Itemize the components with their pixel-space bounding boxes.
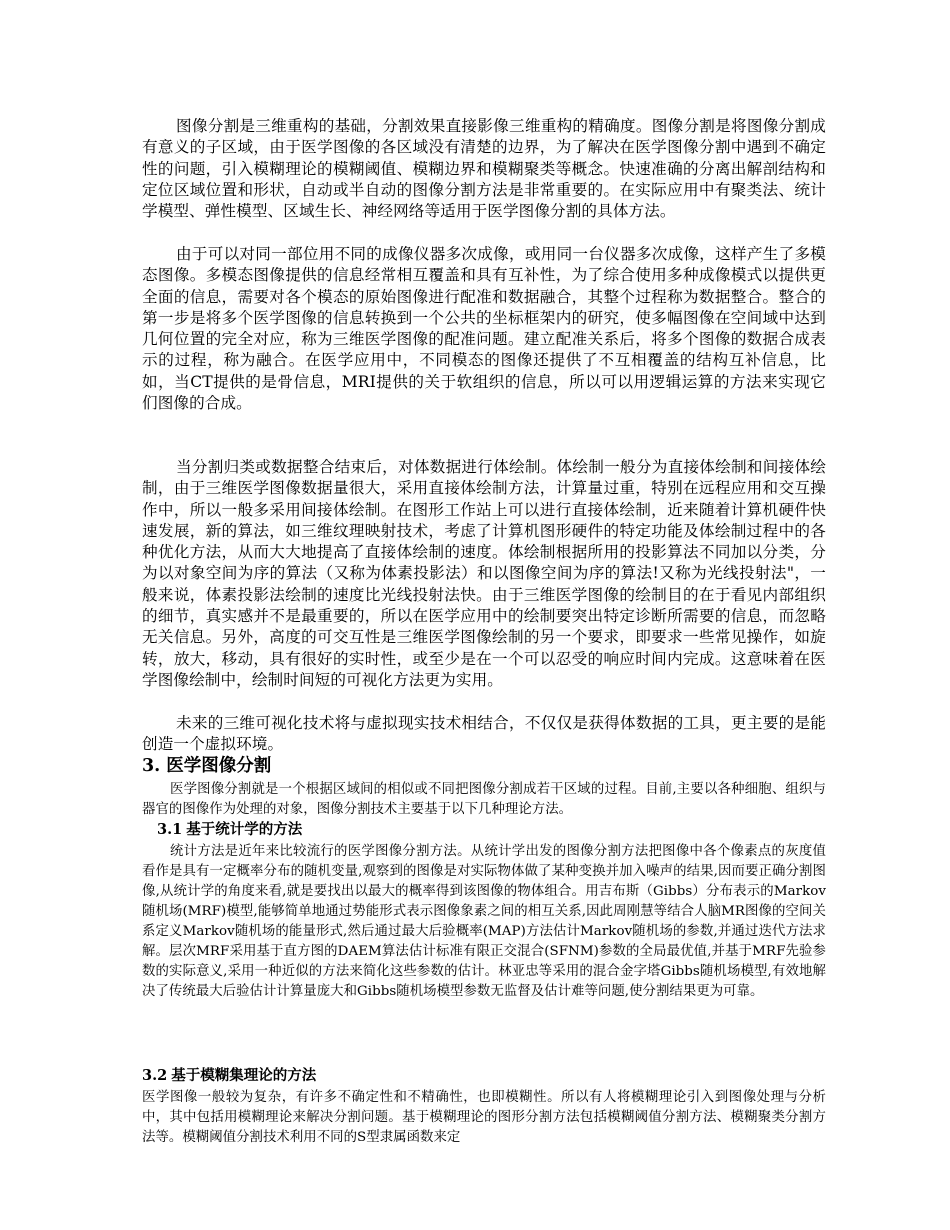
section-3-intro: 医学图像分割就是一个根据区域间的相似或不同把图像分割成若干区域的过程。目前,主要以各种细胞、组织与器官的图像作为处理的对象，图像分割技术主要基于以下几种理论方法。 — [142, 782, 826, 817]
section-3-1-body: 统计方法是近年来比较流行的医学图像分割方法。从统计学出发的图像分割方法把图像中各个像素点的灰度值看作是具有一定概率分布的随机变量,观察到的图像是对实际物体做了某种变换并加入噪声的结果,因而要正确分割图像,从统计学的角度来看,就是要找出以最大的概率得到该图像的物体组合。用吉布斯（Gibbs）分布表示的Markov随机场(MRF)模型,能够简单地通过势能形式表示图像象素之间的相互关系,因此周刚慧等结合人脑MR图像的空间关系定义Markov随机场的能量形式,然后通过最大后验概率(MAP)方法估计Markov随机场的参数,并通过迭代方法求解。层次MRF采用基于直方图的DAEM算法估计标准有限正交混合(SFNM)参数的全局最优值,并基于MRF先验参数的实际意义,采用一种近似的方法来简化这些参数的估计。林亚忠等采用的混合金字塔Gibbs随机场模型,有效地解决了传统最大后验估计计算量庞大和Gibbs随机场模型参数无监督及估计难等问题,使分割结果更为可靠。 — [142, 844, 826, 999]
section-3-1-number: 3.1 — [157, 821, 183, 838]
section-3-1-title: 基于统计学的方法 — [186, 821, 303, 838]
section-3-number: 3. — [142, 756, 161, 776]
paragraph-multimodal-registration: 由于可以对同一部位用不同的成像仪器多次成像，或用同一台仪器多次成像，这样产生了多模态图像。多模态图像提供的信息经常相互覆盖和具有互补性，为了综合使用多种成像模式以提供更全面的信息，需要对各个模态的原始图像进行配准和数据融合，其整个过程称为数据整合。整合的第一步是将多个医学图像的信息转换到一个公共的坐标框架内的研究，使多幅图像在空间域中达到几何位置的完全对应，称为三维医学图像的配准问题。建立配准关系后，将多个图像的数据合成表示的过程，称为融合。在医学应用中，不同模态的图像还提供了不互相覆盖的结构互补信息，比如，当CT提供的是骨信息，MRI提供的关于软组织的信息，所以可以用逻辑运算的方法来实现它们图像的合成。 — [142, 245, 826, 413]
section-3-2-number: 3.2 — [142, 1067, 168, 1084]
section-3-title: 医学图像分割 — [166, 756, 272, 776]
paragraph-volume-rendering: 当分割归类或数据整合结束后，对体数据进行体绘制。体绘制一般分为直接体绘制和间接体绘制，由于三维医学图像数据量很大，采用直接体绘制方法，计算量过重，特别在远程应用和交互操作中，所以一般多采用间接体绘制。在图形工作站上可以进行直接体绘制，近来随着计算机硬件快速发展，新的算法，如三维纹理映射技术，考虑了计算机图形硬件的特定功能及体绘制过程中的各种优化方法，从而大大地提高了直接体绘制的速度。体绘制根据所用的投影算法不同加以分类，分为以对象空间为序的算法（又称为体素投影法）和以图像空间为序的算法!又称为光线投射法"，一般来说，体素投影法绘制的速度比光线投射法快。由于三维医学图像的绘制目的在于看见内部组织的细节，真实感并不是最重要的，所以在医学应用中的绘制要突出特定诊断所需要的信息，而忽略无关信息。另外，高度的可交互性是三维医学图像绘制的另一个要求，即要求一些常见操作，如旋转，放大，移动，具有很好的实时性，或至少是在一个可以忍受的响应时间内完成。这意味着在医学图像绘制中，绘制时间短的可视化方法更为实用。 — [142, 458, 826, 689]
paragraph-segmentation-basis: 图像分割是三维重构的基础，分割效果直接影像三维重构的精确度。图像分割是将图像分割成有意义的子区域，由于医学图像的各区域没有清楚的边界，为了解决在医学图像分割中遇到不确定性的问题，引入模糊理论的模糊阈值、模糊边界和模糊聚类等概念。快速准确的分离出解剖结构和定位区域位置和形状，自动或半自动的图像分割方法是非常重要的。在实际应用中有聚类法、统计学模型、弹性模型、区域生长、神经网络等适用于医学图像分割的具体方法。 — [142, 117, 826, 221]
paragraph-future-vr: 未来的三维可视化技术将与虚拟现实技术相结合，不仅仅是获得体数据的工具，更主要的是能创造一个虚拟环境。 — [142, 714, 826, 754]
section-3-1-heading — [157, 820, 302, 840]
section-3-2-title: 基于模糊集理论的方法 — [171, 1067, 317, 1084]
section-3-2-heading — [142, 1066, 316, 1086]
section-3-2-body: 医学图像一般较为复杂，有许多不确定性和不精确性，也即模糊性。所以有人将模糊理论引入到图像处理与分析中，其中包括用模糊理论来解决分割问题。基于模糊理论的图形分割方法包括模糊阈值分割方法、模糊聚类分割方法等。模糊阈值分割技术利用不同的S型隶属函数来定 — [142, 1090, 826, 1145]
section-3-heading — [142, 754, 271, 778]
